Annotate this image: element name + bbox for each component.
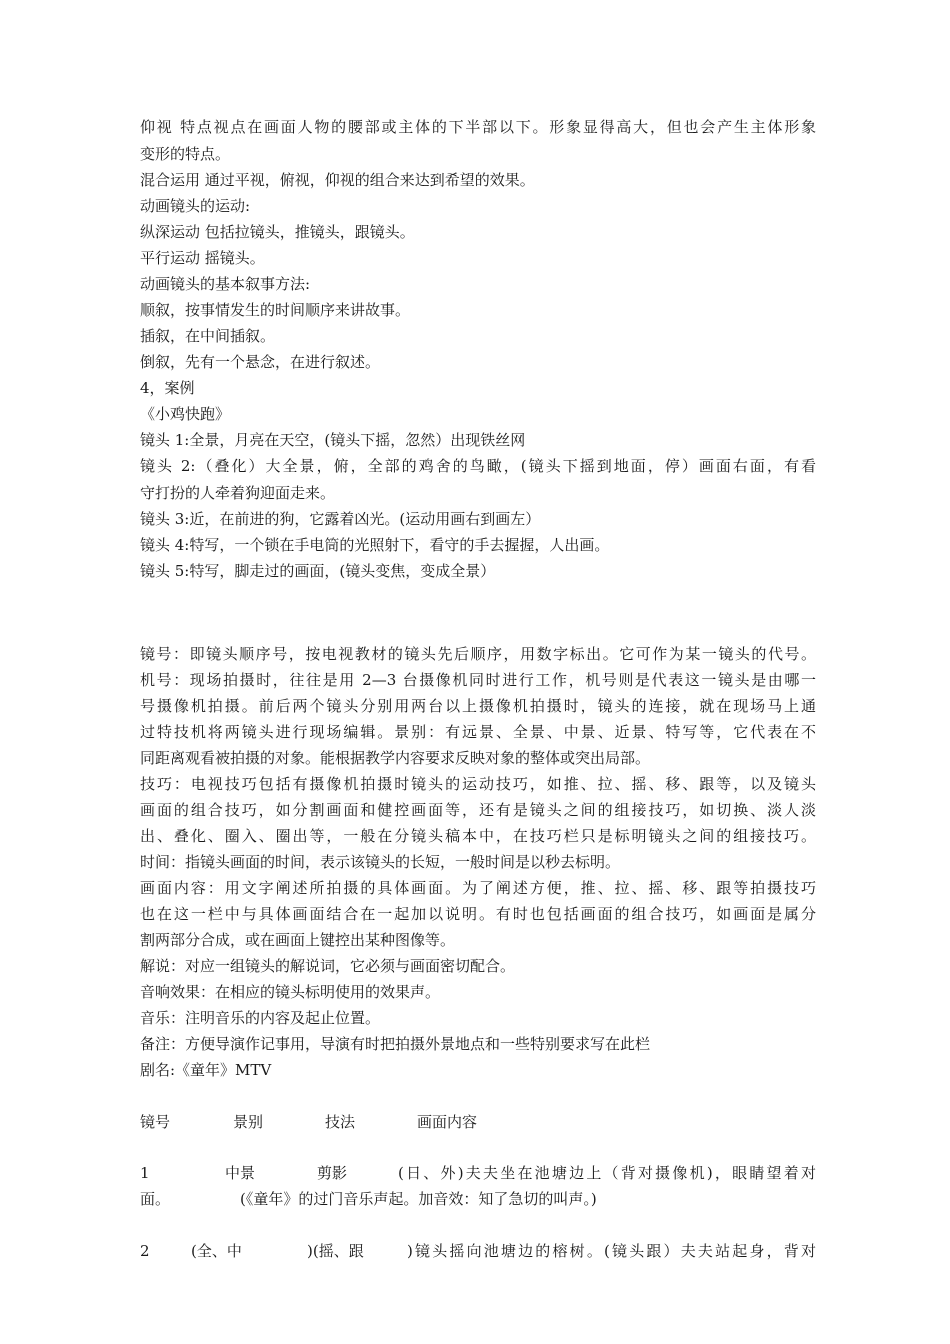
text-line: 也在这一栏中与具体画面结合在一起加以说明。有时也包括画面的组合技巧，如画面是属分 <box>140 905 816 923</box>
text-line: 倒叙，先有一个悬念，在进行叙述。 <box>140 353 381 371</box>
text-line: 动画镜头的基本叙事方法: <box>140 275 311 293</box>
text-line: 镜头 2:（叠化）大全景，俯，全部的鸡舍的鸟瞰，(镜头下摇到地面，停）画面右面，有看 <box>140 457 816 475</box>
column-header-shot-number: 镜号 <box>140 1113 171 1131</box>
row2-scene-type: (全、中 <box>191 1242 242 1260</box>
text-line: 割两部分合成，或在画面上键控出某种图像等。 <box>140 931 456 949</box>
text-line: 镜头 4:特写，一个锁在手电筒的光照射下，看守的手去握握，人出画。 <box>140 536 610 554</box>
row1-scene-type: 中景 <box>225 1164 256 1182</box>
text-line: 同距离观看被拍摄的对象。能根据教学内容要求反映对象的整体或突出局部。 <box>140 749 651 767</box>
text-line: 剧名:《童年》MTV <box>140 1061 272 1079</box>
text-line: 镜头 3:近，在前进的狗，它露着凶光。(运动用画右到画左） <box>140 510 541 528</box>
text-line: 守打扮的人牵着狗迎面走来。 <box>140 484 336 502</box>
column-header-scene-type: 景别 <box>233 1113 264 1131</box>
text-line: 音响效果：在相应的镜头标明使用的效果声。 <box>140 983 441 1001</box>
text-line: 变形的特点。 <box>140 145 231 163</box>
text-line: 出、叠化、圈入、圈出等，一般在分镜头稿本中，在技巧栏只是标明镜头之间的组接技巧。 <box>140 827 816 845</box>
text-line: 动画镜头的运动: <box>140 197 251 215</box>
text-line: 4，案例 <box>140 379 195 397</box>
row2-technique: )(摇、跟 <box>307 1242 364 1260</box>
text-line: 号摄像机拍摄。前后两个镜头分别用两台以上摄像机拍摄时，镜头的连接，就在现场马上通 <box>140 697 816 715</box>
text-line: 画面内容：用文字阐述所拍摄的具体画面。为了阐述方便，推、拉、摇、移、跟等拍摄技巧 <box>140 879 816 897</box>
text-line: 过特技机将两镜头进行现场编辑。景别：有远景、全景、中景、近景、特写等，它代表在不 <box>140 723 816 741</box>
text-line: 解说：对应一组镜头的解说词，它必须与画面密切配合。 <box>140 957 516 975</box>
text-line: 混合运用 通过平视，俯视，仰视的组合来达到希望的效果。 <box>140 171 535 189</box>
column-header-frame-content: 画面内容 <box>417 1113 478 1131</box>
row1-content-lead: 面。 <box>140 1190 171 1208</box>
text-line: 顺叙，按事情发生的时间顺序来讲故事。 <box>140 301 411 319</box>
text-line: 机号：现场拍摄时，往往是用 2—3 台摄像机同时进行工作，机号则是代表这一镜头是由哪一 <box>140 671 816 689</box>
row1-technique: 剪影 <box>317 1164 348 1182</box>
row2-shot-number: 2 <box>140 1242 150 1260</box>
text-line: 镜号：即镜头顺序号，按电视教材的镜头先后顺序，用数字标出。它可作为某一镜头的代号。 <box>140 645 816 663</box>
text-line: 《小鸡快跑》 <box>140 405 231 423</box>
text-line: 时间：指镜头画面的时间，表示该镜头的长短，一般时间是以秒去标明。 <box>140 853 621 871</box>
row2-content: )镜头摇向池塘边的榕树。(镜头跟）夫夫站起身，背对 <box>407 1242 816 1260</box>
row1-shot-number: 1 <box>140 1164 150 1182</box>
text-line: 仰视 特点视点在画面人物的腰部或主体的下半部以下。形象显得高大，但也会产生主体形象 <box>140 118 816 136</box>
text-line: 插叙，在中间插叙。 <box>140 327 276 345</box>
text-line: 纵深运动 包括拉镜头，推镜头，跟镜头。 <box>140 223 415 241</box>
row1-content: (日、外)夫夫坐在池塘边上（背对摄像机)，眼睛望着对 <box>398 1164 816 1182</box>
text-line: 平行运动 摇镜头。 <box>140 249 265 267</box>
text-line: 技巧：电视技巧包括有摄像机拍摄时镜头的运动技巧，如推、拉、摇、移、跟等，以及镜头 <box>140 775 816 793</box>
row1-content-continued: (《童年》的过门音乐声起。加音效：知了急切的叫声。) <box>240 1190 597 1208</box>
text-line: 画面的组合技巧，如分割画面和健控画面等，还有是镜头之间的组接技巧，如切换、淡人淡 <box>140 801 816 819</box>
text-line: 备注：方便导演作记事用，导演有时把拍摄外景地点和一些特别要求写在此栏 <box>140 1035 651 1053</box>
column-header-technique: 技法 <box>325 1113 356 1131</box>
text-line: 音乐：注明音乐的内容及起止位置。 <box>140 1009 381 1027</box>
text-line: 镜头 1:全景，月亮在天空，(镜头下摇，忽然）出现铁丝网 <box>140 431 526 449</box>
text-line: 镜头 5:特写，脚走过的画面，(镜头变焦，变成全景） <box>140 562 496 580</box>
